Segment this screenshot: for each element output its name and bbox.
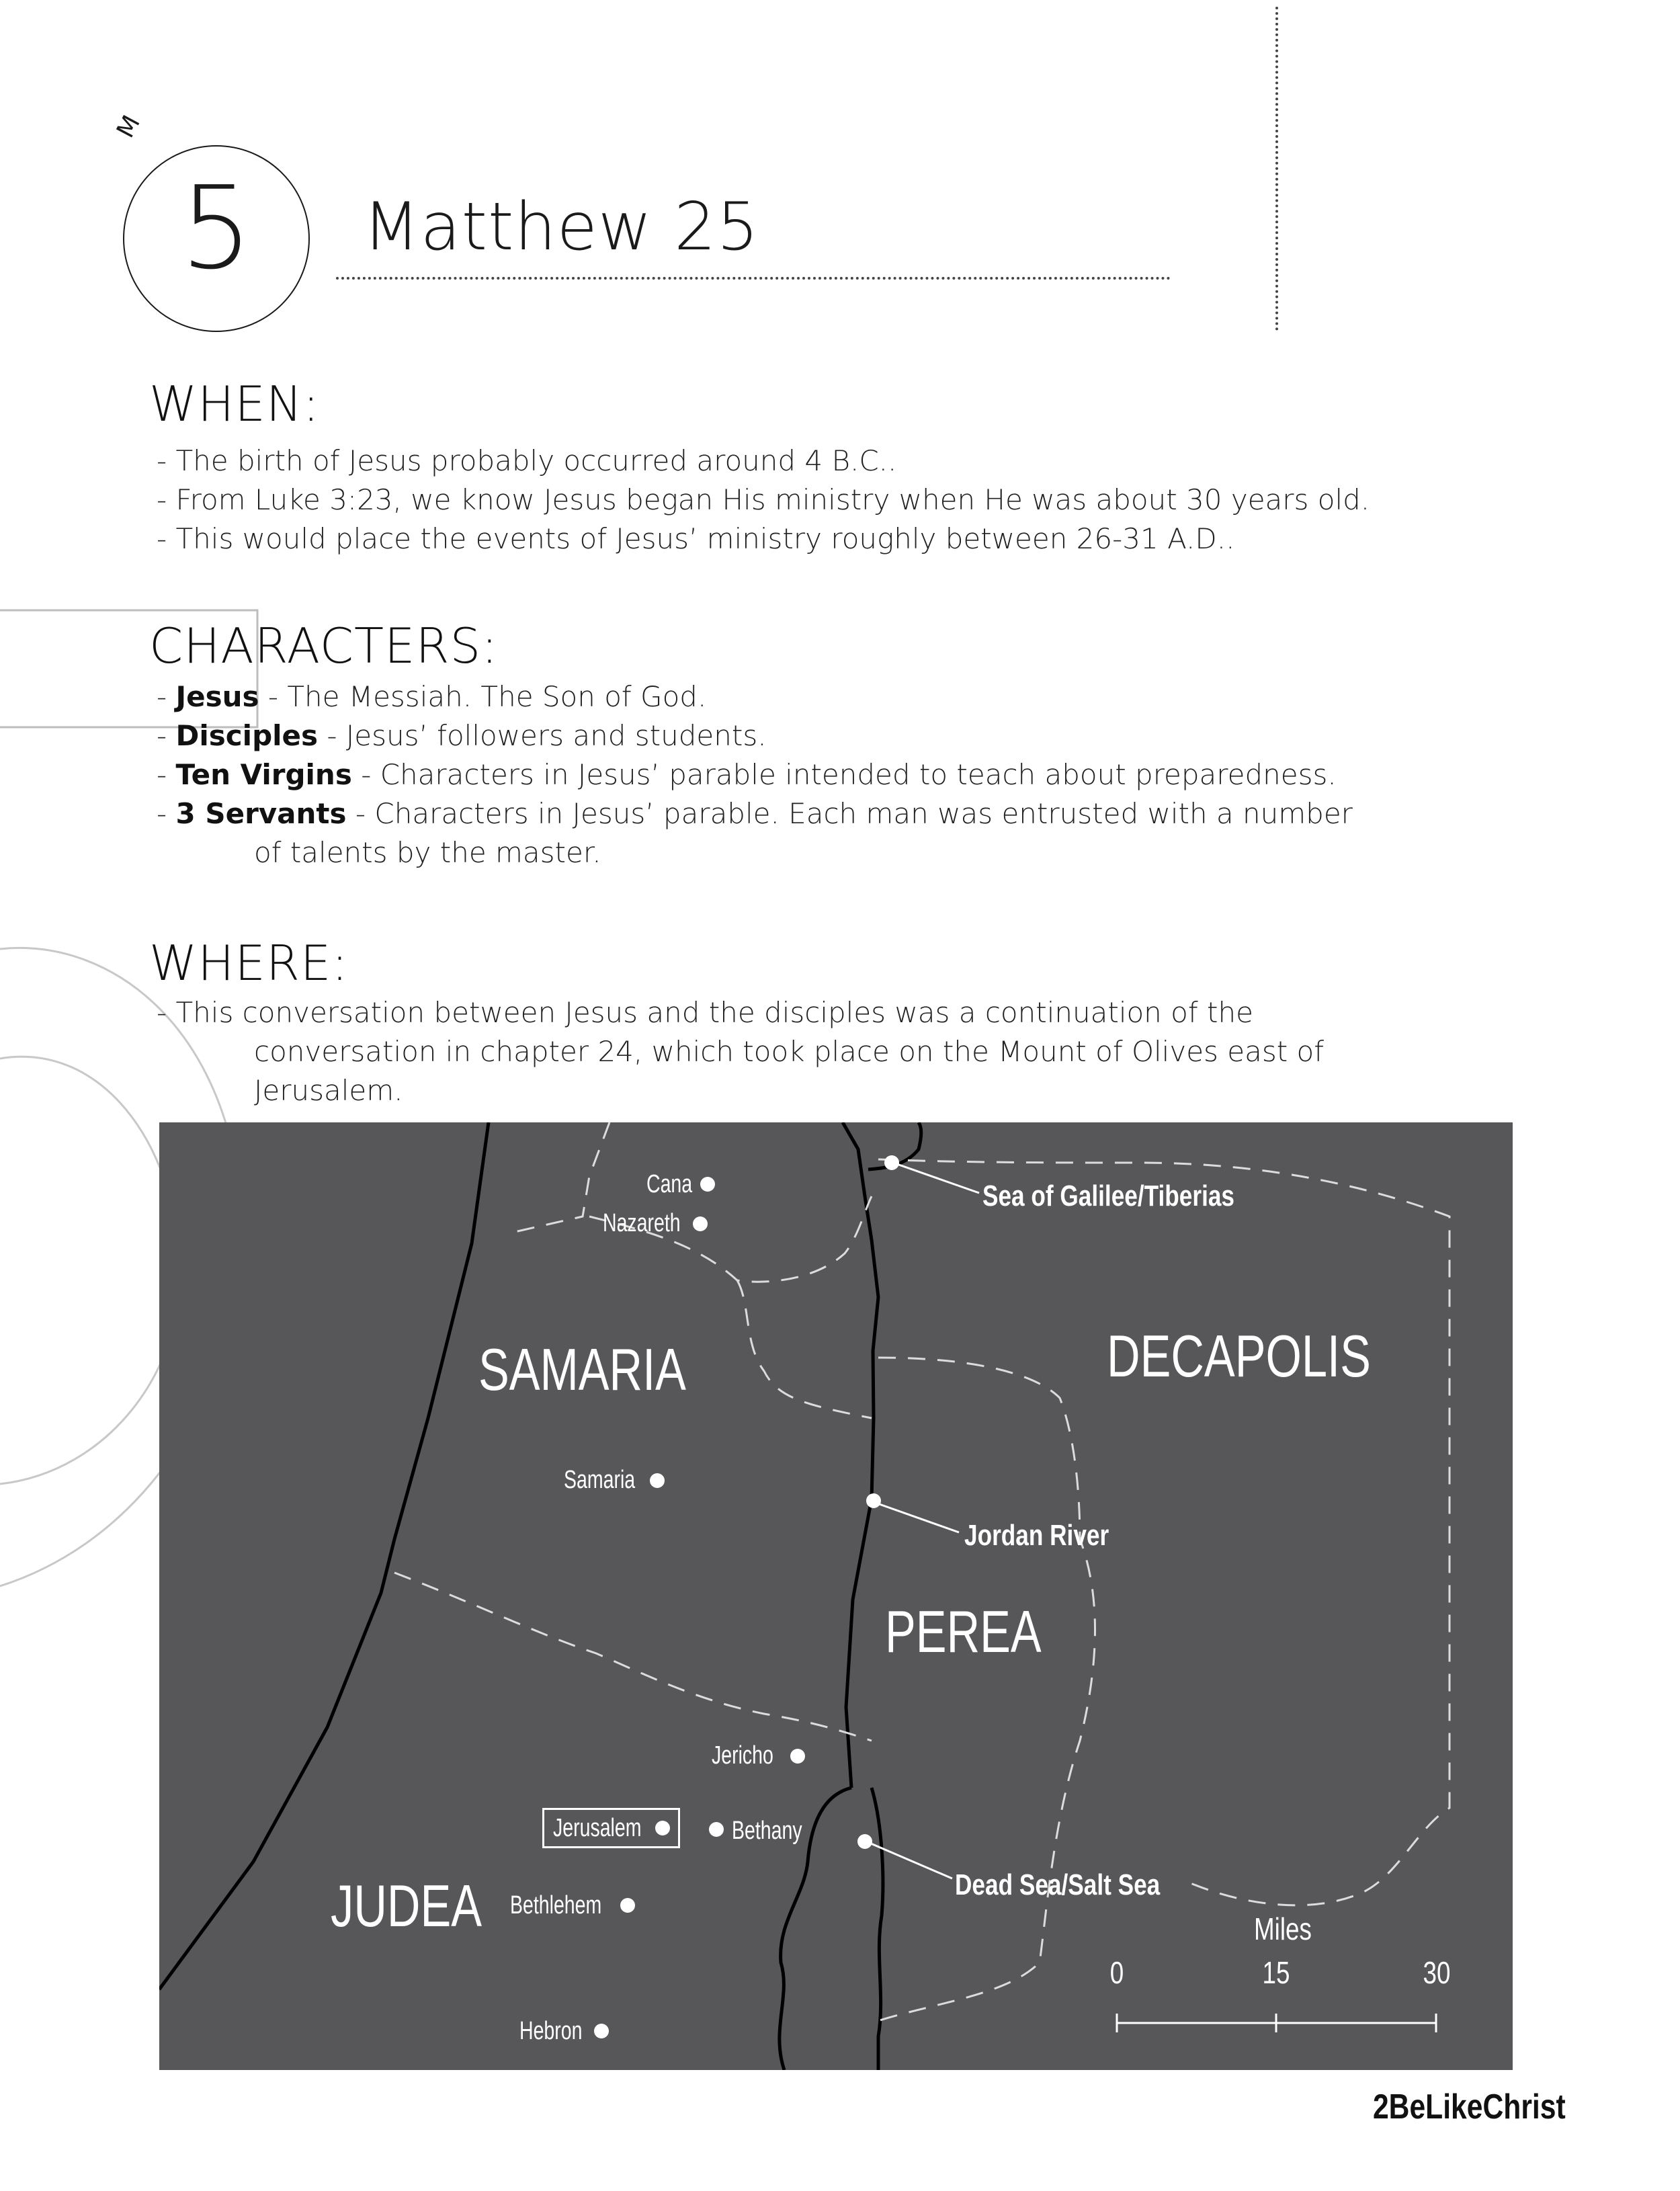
day-number-badge [123, 145, 310, 332]
town-label: Cana [646, 1170, 693, 1198]
character-desc: - Characters in Jesus’ parable. Each man was entrusted with a number [346, 797, 1353, 830]
feature-dot-dead-sea [857, 1834, 872, 1849]
town-dot-hebron [594, 2024, 609, 2038]
character-name: 3 Servants [175, 797, 347, 830]
region-label: PEREA [885, 1598, 1042, 1665]
brand-logo: 2BeLikeChrist [1373, 2087, 1566, 2126]
samaria-east-border [737, 1280, 872, 1418]
scale-tick: 0 [1109, 1955, 1124, 1990]
scale-bar [1117, 2014, 1436, 2032]
region-map [159, 1122, 1513, 2070]
character-item: - Ten Virgins - Characters in Jesus’ parable intended to teach about preparedness. [157, 758, 1337, 791]
where-line: conversation in chapter 24, which took place on the Mount of Olives east of [254, 1035, 1325, 1068]
region-label: JUDEA [331, 1872, 482, 1939]
town-dot-bethlehem [620, 1898, 635, 1913]
dead-sea-leader [866, 1842, 952, 1878]
region-label: SAMARIA [478, 1336, 686, 1403]
when-heading: WHEN: [149, 376, 320, 432]
feature-dot-jordan [866, 1493, 881, 1508]
character-name: Jesus [175, 680, 259, 713]
town-label: Bethany [732, 1817, 802, 1845]
town-label-highlighted: Jerusalem [553, 1814, 642, 1842]
town-label: Hebron [519, 2017, 583, 2045]
character-item-continued: of talents by the master. [254, 836, 601, 869]
feature-label: Sea of Galilee/Tiberias [982, 1180, 1234, 1212]
town-label: Bethlehem [510, 1891, 602, 1919]
feature-label: Jordan River [964, 1519, 1109, 1552]
perea-border [872, 1358, 1095, 2023]
where-line: Jerusalem. [254, 1074, 403, 1107]
judea-north-border [394, 1573, 872, 1741]
character-name: Disciples [175, 719, 319, 752]
when-line: - From Luke 3:23, we know Jesus began His ministry when He was about 30 years old. [157, 483, 1370, 516]
title-divider [336, 277, 1171, 280]
jordan-leader [874, 1502, 959, 1532]
scale-tick: 30 [1423, 1955, 1451, 1990]
character-desc: - Jesus’ followers and students. [318, 719, 767, 752]
town-dot-bethany [709, 1822, 724, 1837]
scale-tick: 15 [1262, 1955, 1290, 1990]
vertical-divider [1275, 7, 1278, 331]
character-item: - Jesus - The Messiah. The Son of God. [157, 680, 707, 713]
feature-dot-galilee [884, 1155, 899, 1170]
characters-heading: CHARACTERS: [149, 618, 499, 674]
when-line: - This would place the events of Jesus’ ministry roughly between 26-31 A.D.. [157, 522, 1235, 555]
dead-sea-east-shore [872, 1788, 883, 2070]
town-label: Nazareth [603, 1209, 681, 1237]
galilee-leader [893, 1163, 979, 1193]
town-dot-cana [700, 1177, 715, 1192]
character-name: Ten Virgins [175, 758, 352, 791]
town-label: Samaria [564, 1466, 636, 1494]
when-line: - The birth of Jesus probably occurred around 4 B.C.. [157, 444, 897, 477]
page-title: Matthew 25 [363, 189, 759, 265]
feature-label: Dead Sea/Salt Sea [955, 1868, 1161, 1901]
coastline [159, 1122, 489, 1989]
character-item: - Disciples - Jesus’ followers and students. [157, 719, 767, 752]
where-line: - This conversation between Jesus and the disciples was a continuation of the [157, 996, 1253, 1029]
town-label: Jericho [712, 1741, 773, 1770]
town-dot-jericho [790, 1749, 805, 1764]
region-label: DECAPOLIS [1107, 1323, 1371, 1389]
scale-title: Miles [1254, 1911, 1312, 1946]
character-desc: - The Messiah. The Son of God. [259, 680, 707, 713]
character-item: - 3 Servants - Characters in Jesus’ parable. Each man was entrusted with a number [157, 797, 1353, 830]
day-number: 5 [179, 162, 253, 295]
character-desc: - Characters in Jesus’ parable intended to teach about preparedness. [351, 758, 1337, 791]
galilee-border [509, 1122, 610, 1233]
week-letter: M [112, 111, 146, 142]
town-dot-samaria [650, 1473, 665, 1488]
where-heading: WHERE: [149, 935, 349, 991]
town-dot-nazareth [693, 1216, 708, 1231]
